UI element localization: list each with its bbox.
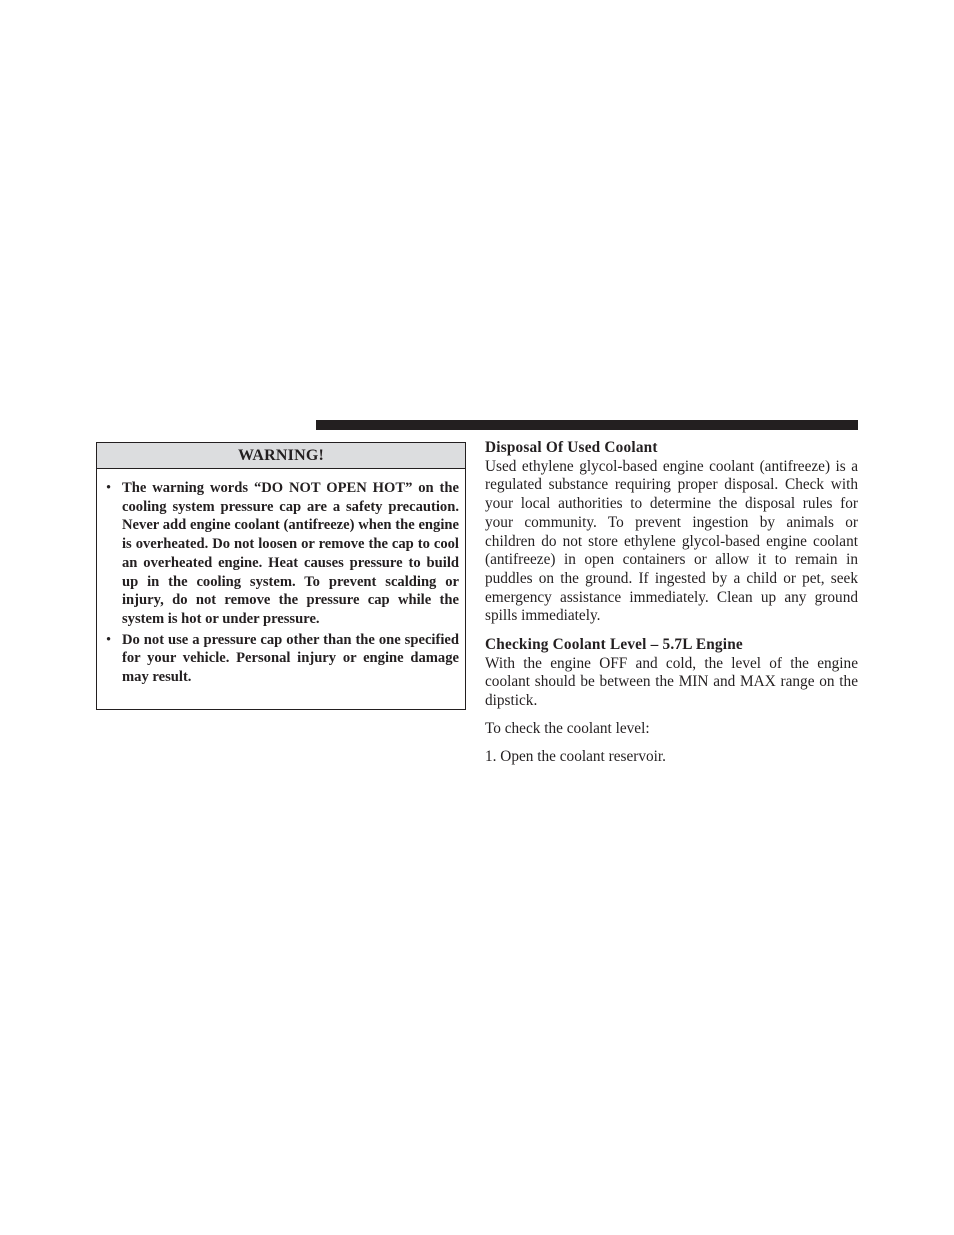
section-heading-coolant-level: Checking Coolant Level – 5.7L Engine [485,636,743,654]
warning-list [97,469,465,687]
section-heading-disposal: Disposal Of Used Coolant [485,439,658,456]
warning-title: WARNING! [97,443,465,469]
warning-item [105,631,459,687]
bullet-icon: • [106,480,112,496]
warning-item-text: Do not use a pressure cap other than the one specified for your vehicle. Personal injury or engine damage may result. [122,631,459,686]
step-item: 1. Open the coolant reservoir. [485,747,666,765]
instruction-intro: To check the coolant level: [485,719,650,737]
warning-item [105,479,459,629]
bullet-icon: • [106,631,112,648]
main-content [485,439,858,766]
section-header-rule [316,420,858,430]
warning-box [96,442,466,710]
section-body-coolant-level: With the engine OFF and cold, the level of the engine coolant should be between the MIN and MAX range on the dipstick. [485,654,858,710]
warning-item-text: The warning words “DO NOT OPEN HOT” on the cooling system pressure cap are a safety precaution. Never add engine coolant (antifreeze) when the engine is overheated. Do not loosen or remove the cap to cool an overheated engine. Heat causes pressure to build up in the cooling system. To prevent scalding or injury, do not remove the pressure cap while the system is hot or under pressure. [122,480,459,627]
section-body-disposal: Used ethylene glycol-based engine coolant (antifreeze) is a regulated substance requiring proper disposal. Check with your local authorities to determine the disposal rules for your community. To prevent ingestion by animals or children do not store ethylene glycol-based engine coolant (antifreeze) in open containers or allow it to remain in puddles on the ground. If ingested by a child or pet, seek emergency assistance immediately. Clean up any ground spills immediately. [485,457,858,625]
